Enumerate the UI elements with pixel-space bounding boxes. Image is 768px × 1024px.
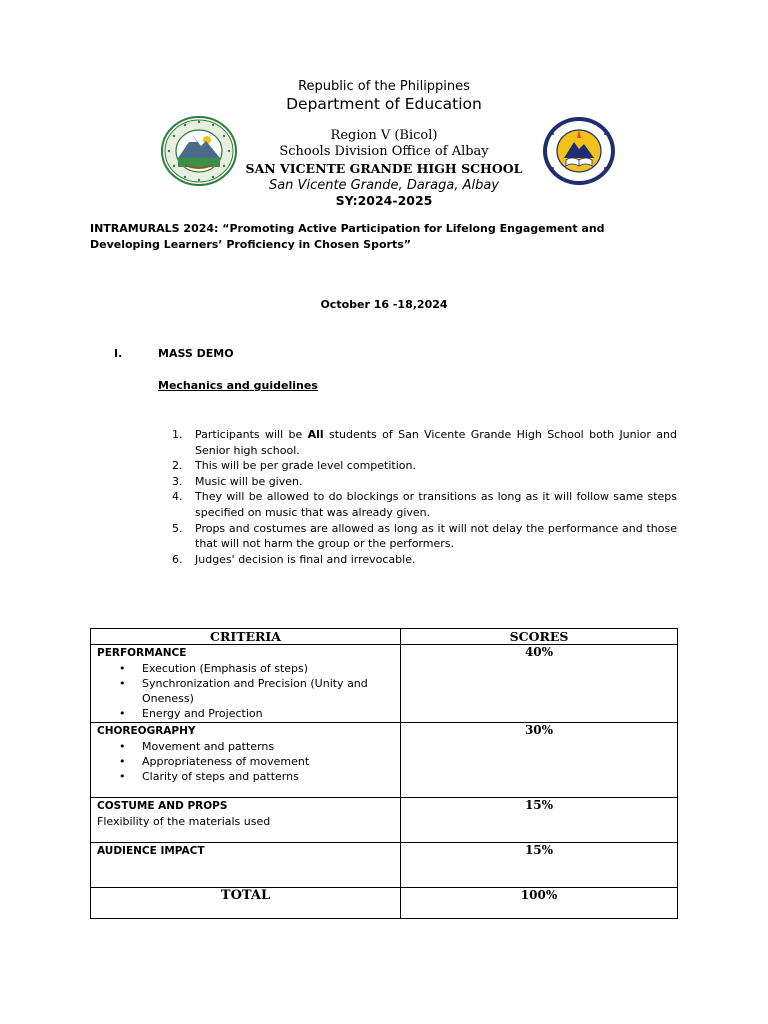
list-item: • Execution (Emphasis of steps): [119, 662, 309, 675]
rule-item: 6. Judges' decision is final and irrevocable.: [172, 552, 416, 566]
table-row: [91, 843, 678, 888]
deped-albay-seal-logo: [161, 116, 237, 186]
criterion-items: [97, 739, 394, 784]
division-heading: Schools Division Office of Albay: [279, 144, 489, 159]
list-item: • Movement and patterns: [119, 740, 275, 753]
criterion-items: [97, 661, 394, 721]
criterion-note: Flexibility of the materials used: [97, 815, 271, 828]
table-row: [91, 723, 678, 798]
list-item: • Synchronization and Precision (Unity and Oneness): [119, 677, 368, 705]
event-date: October 16 -18,2024: [320, 298, 448, 311]
table-row: [91, 798, 678, 843]
criterion-score: 15%: [401, 798, 678, 843]
school-year: SY:2024-2025: [335, 193, 433, 208]
list-item: • Appropriateness of movement: [119, 755, 310, 768]
section-number: I.: [114, 347, 123, 360]
criteria-column-header: CRITERIA: [91, 629, 401, 645]
criterion-name: PERFORMANCE: [97, 647, 187, 659]
rule-item: 5. Props and costumes are allowed as long as it will not delay the performance and those that will not harm the group or the performers.: [172, 521, 677, 551]
total-score: 100%: [401, 888, 678, 919]
table-header-row: [91, 629, 678, 645]
rule-item: 2. This will be per grade level competition.: [172, 459, 416, 473]
department-heading: Department of Education: [286, 95, 482, 113]
criterion-score: 40%: [401, 645, 678, 723]
rules-list: [172, 427, 677, 567]
region-heading: Region V (Bicol): [330, 128, 438, 143]
svghs-seal-logo: [542, 116, 616, 186]
criterion-score: 30%: [401, 723, 678, 798]
criterion-name: CHOREOGRAPHY: [97, 725, 196, 737]
school-address: San Vicente Grande, Daraga, Albay: [268, 178, 500, 193]
table-total-row: [91, 888, 678, 919]
list-item: • Clarity of steps and patterns: [119, 770, 299, 783]
table-row: [91, 645, 678, 723]
section-title: MASS DEMO: [158, 347, 234, 360]
list-item: • Energy and Projection: [119, 707, 263, 720]
criterion-name: AUDIENCE IMPACT: [97, 845, 205, 857]
section-subtitle: Mechanics and guidelines: [158, 379, 318, 392]
total-label: TOTAL: [91, 888, 401, 919]
school-heading: SAN VICENTE GRANDE HIGH SCHOOL: [245, 161, 523, 176]
rule-item: 1. Participants will be All students of San Vicente Grande High School both Junior and Senior high school.: [172, 428, 677, 457]
republic-heading: Republic of the Philippines: [298, 79, 470, 94]
scores-column-header: SCORES: [401, 629, 678, 645]
criterion-name: COSTUME AND PROPS: [97, 800, 228, 812]
intramurals-theme: INTRAMURALS 2024: “Promoting Active Participation for Lifelong Engagement and Developing Learners’ Proficiency in Chosen Sports”: [90, 222, 605, 251]
rule-item: 3. Music will be given.: [172, 474, 303, 488]
rule-item: 4. They will be allowed to do blockings or transitions as long as it will follow same steps specified on music that was already given.: [172, 490, 677, 519]
criterion-score: 15%: [401, 843, 678, 888]
criteria-table: [90, 628, 678, 919]
